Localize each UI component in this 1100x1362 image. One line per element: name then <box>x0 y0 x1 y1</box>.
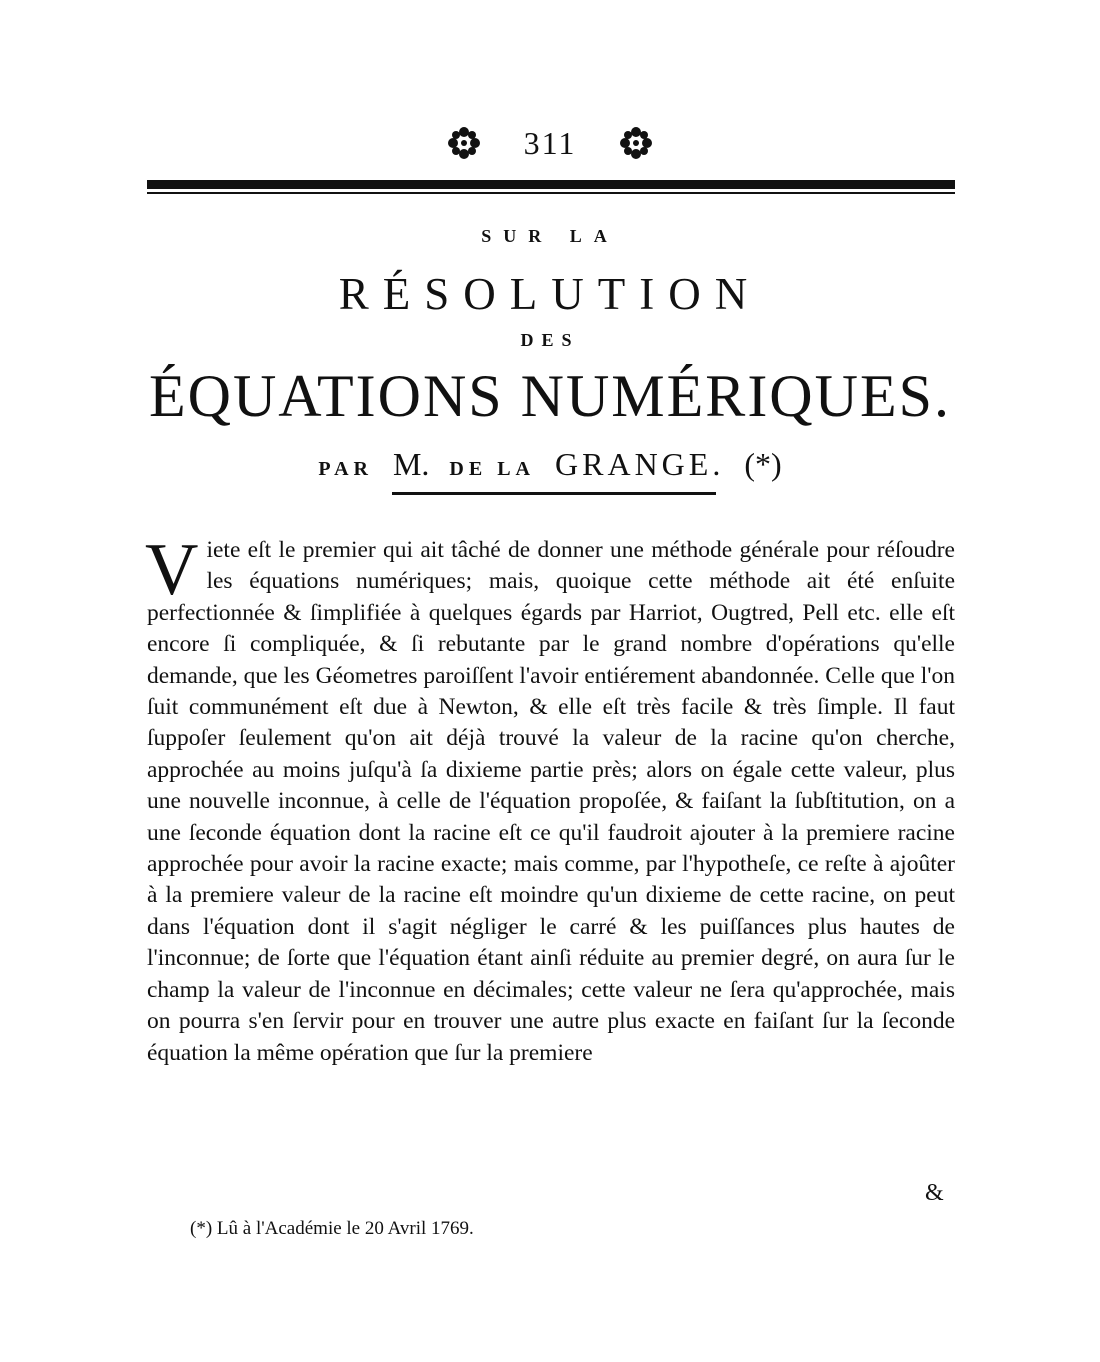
body-text: iete eſt le premier qui ait tâché de donner une méthode générale pour réſoudre les équations numériques; mais, quoique cette méthode ait été enſuite perfectionnée & ſimplifiée à quelques égards par Harriot, Ougtred, Pell etc. elle eſt encore ſi compliquée, & ſi rebutante par le grand nombre d'opérations qu'elle demande, que les Géometres paroiſſent l'avoir entiérement abandonnée. Celle que l'on ſuit communément eſt due à Newton, & elle eſt très facile & très ſimple. Il faut ſuppoſer ſeulement qu'on ait déjà trouvé la valeur de la racine qu'on cherche, approchée au moins juſqu'à ſa dixieme partie près; alors on égale cette valeur, plus une nouvelle inconnue, à celle de l'équation propoſée, & faiſant la ſubſtitution, on a une ſeconde équation dont la racine eſt ce qu'il faudroit ajouter à la premiere racine approchée pour avoir la racine exacte; mais comme, par l'hypotheſe, ce reſte à ajoûter à la premiere valeur de la racine eſt moindre qu'un dixieme de cette racine, on peut dans l'équation dont il s'agit négliger le carré & les puiſſances plus hautes de l'inconnue; de ſorte que l'équation étant ainſi réduite au premier degré, on aura ſur le champ la valeur de l'inconnue en décimales; cette valeur ne ſera qu'approchée, mais on pourra s'en ſervir pour en trouver une autre plus exacte en faiſant ſur la ſeconde équation la même opération que ſur la premiere <box>147 537 955 1066</box>
header-rule-thin <box>147 192 955 194</box>
drop-cap: V <box>145 529 199 611</box>
fleuron-ornament-icon <box>446 125 482 161</box>
author-note-mark: (*) <box>744 446 782 482</box>
footnote: (*) Lû à l'Académie le 20 Avril 1769. <box>190 1218 474 1239</box>
title-des: DES <box>520 330 580 350</box>
title-sur-la: SUR LA <box>481 226 619 246</box>
page-number: 311 <box>523 124 577 161</box>
author-de-la: DE LA <box>449 458 535 480</box>
title-equations: ÉQUATIONS NUMÉRIQUES. <box>149 363 951 429</box>
author-name: GRANGE. <box>555 446 725 482</box>
title-resolution: RÉSOLUTION <box>338 269 762 319</box>
header-rule-thick <box>147 180 955 189</box>
author-line <box>0 446 1100 483</box>
body-paragraph <box>145 529 955 1069</box>
title-rule <box>392 492 716 495</box>
author-par: PAR <box>318 458 373 480</box>
fleuron-ornament-icon <box>618 125 654 161</box>
catchword: & <box>925 1180 944 1206</box>
author-m: M. <box>392 446 430 482</box>
page-header <box>0 118 1100 168</box>
